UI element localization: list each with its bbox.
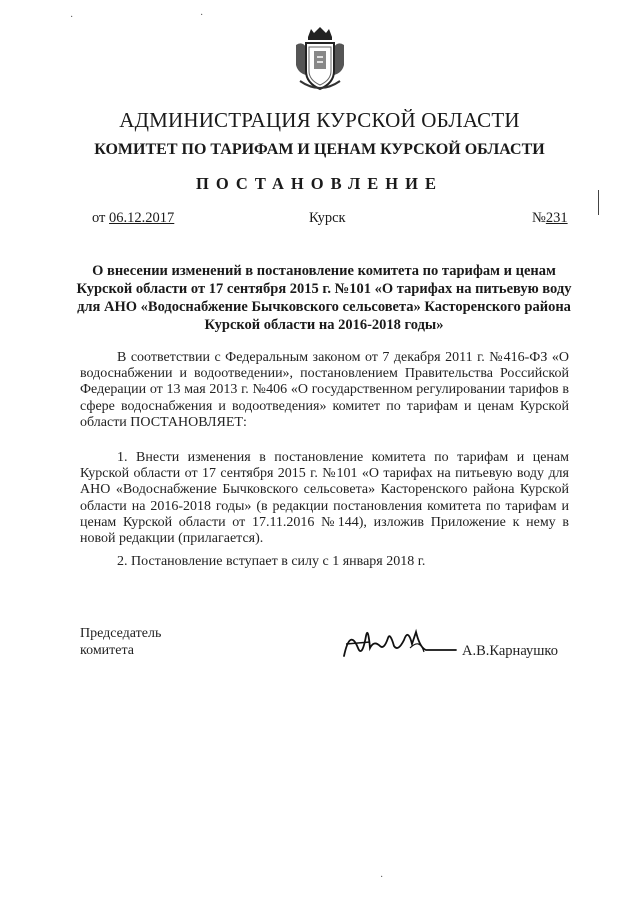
scan-mark: · (380, 872, 384, 883)
kursk-coat-of-arms-icon (292, 25, 348, 95)
handwritten-signature (340, 618, 458, 666)
resolution-title: О внесении изменений в постановление комитета по тарифам и ценам Курской области от 17 сентября 2015 г. №101 «О тарифах на питьевую воду для АНО «Водоснабжение Бычковского сельсовета» Касторенского района Курской области на 2016-2018 годы» (76, 263, 572, 333)
signatory-position (80, 625, 161, 659)
document-type-heading: ПОСТАНОВЛЕНИЕ (196, 174, 443, 193)
body-paragraph-2: 1. Внести изменения в постановление комитета по тарифам и ценам Курской области от 17 сентября 2015 г. №101 «О тарифах на питьевую воду для АНО «Водоснабжение Бычковского сельсовета» Касторенского района Курской области на 2016-2018 годы» (в редакции постановления комитета по тарифам и ценам Курской области от 17.11.2016 №144), изложив Приложение к нему в новой редакции (прилагается). (80, 450, 569, 547)
scan-mark: · (70, 12, 74, 23)
document-date (92, 210, 174, 227)
number-value: 231 (545, 210, 568, 226)
position-line-1: Председатель (80, 626, 162, 641)
document-number (532, 210, 568, 227)
organization-heading: АДМИНИСТРАЦИЯ КУРСКОЙ ОБЛАСТИ (119, 108, 520, 132)
committee-heading: КОМИТЕТ ПО ТАРИФАМ И ЦЕНАМ КУРСКОЙ ОБЛАСТИ (94, 141, 545, 158)
date-value: 06.12.2017 (109, 210, 175, 226)
margin-line (598, 190, 599, 215)
scan-mark: · (200, 10, 204, 21)
number-prefix: № (532, 210, 546, 226)
position-line-2: комитета (80, 643, 135, 658)
signatory-name: А.В.Карнаушко (462, 643, 558, 659)
date-prefix: от (92, 210, 110, 226)
body-paragraph-1: В соответствии с Федеральным законом от 7 декабря 2011 г. №416-ФЗ «О водоснабжении и водоотведении», постановлением Правительства Российской Федерации от 13 мая 2013 г. №406 «О государственном регулировании тарифов в сфере водоснабжения и водоотведения» комитет по тарифам и ценам Курской области ПОСТАНОВЛЯЕТ: (80, 350, 569, 430)
document-city: Курск (309, 210, 346, 226)
body-paragraph-3: 2. Постановление вступает в силу с 1 января 2018 г. (117, 554, 426, 569)
